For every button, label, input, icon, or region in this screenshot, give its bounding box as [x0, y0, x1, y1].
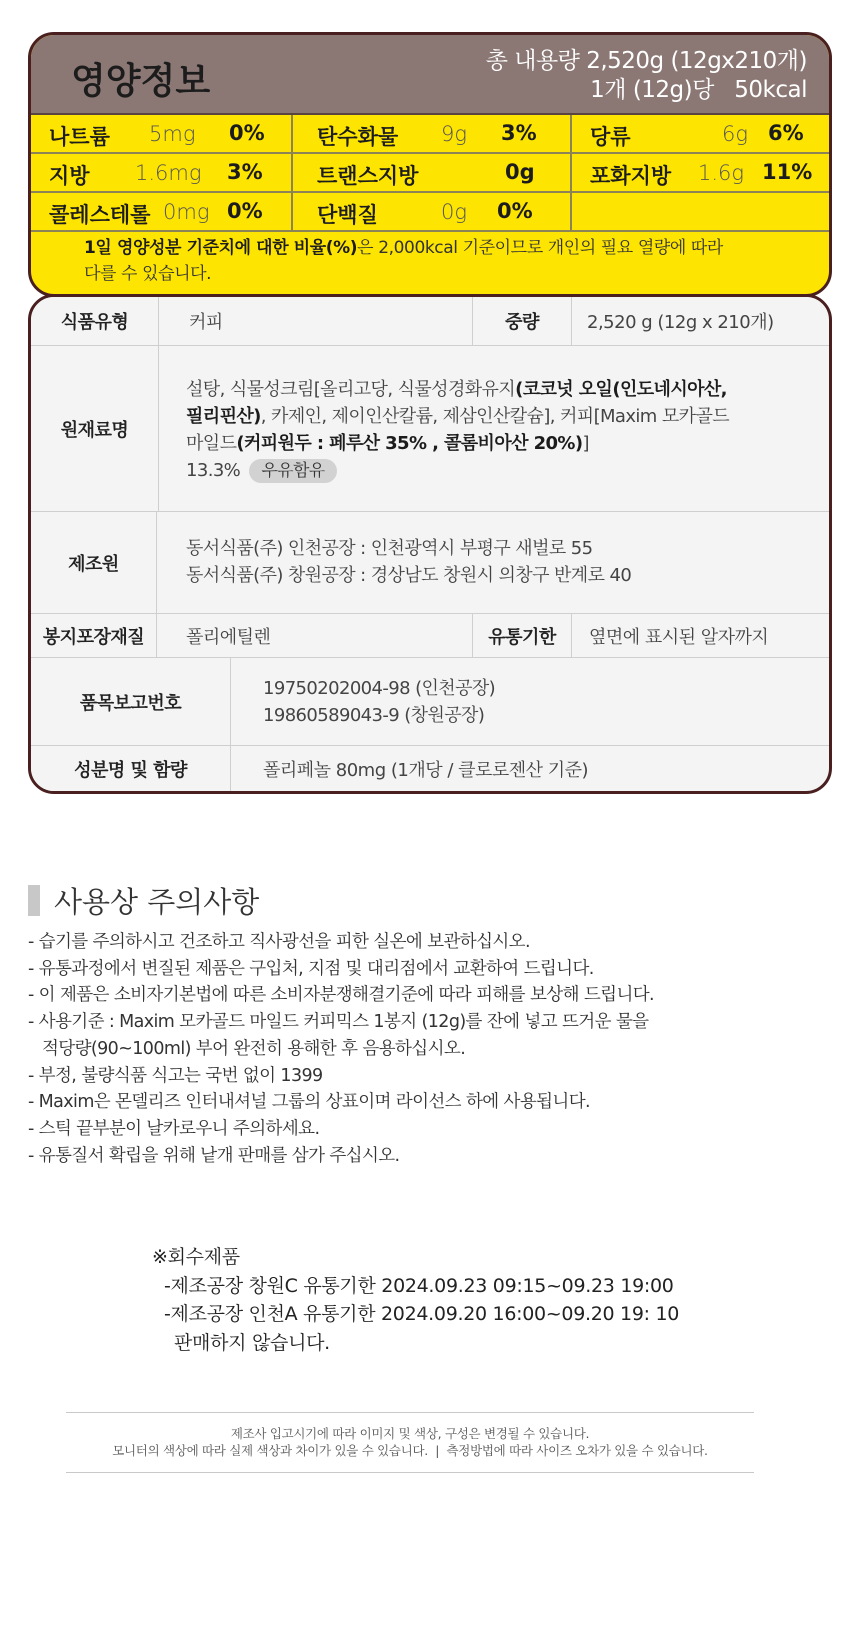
nutrient-name: 포화지방 — [590, 164, 672, 188]
note-rest: 은 2,000kcal 기준이므로 개인의 필요 열량에 따라 — [357, 238, 723, 258]
nutrition-title: 영양정보 — [71, 61, 211, 102]
ingredients-value — [186, 376, 806, 484]
caution-heading — [28, 880, 259, 921]
caution-item-continued: 적당량(90~100ml) 부어 완전히 용해한 후 음용하십시오. — [42, 1038, 466, 1059]
ingredients-bold: (커피원두 : 페루산 35% , 콜롬비아산 20%) — [236, 433, 583, 454]
nutrient-amount: 9g — [441, 122, 467, 146]
report-number-label: 품목보고번호 — [31, 658, 231, 745]
food-type-value: 커피 — [189, 297, 469, 345]
footer-line: 모니터의 색상에 따라 실제 색상과 차이가 있을 수 있습니다. | 측정방법에 따라 사이즈 오차가 있을 수 있습니다. — [112, 1443, 708, 1458]
nutrient-name: 단백질 — [317, 203, 378, 227]
milk-badge: 우유함유 — [249, 459, 336, 483]
nutrient-name: 콜레스테롤 — [49, 203, 151, 227]
caution-item: - 유통과정에서 변질된 제품은 구입처, 지점 및 대리점에서 교환하여 드립니다. — [28, 958, 594, 979]
product-info-table — [28, 294, 832, 794]
nutrient-percent: 0% — [227, 199, 263, 223]
component-label: 성분명 및 함량 — [31, 746, 231, 791]
nutrient-amount: 0g — [441, 200, 467, 224]
total-content: 총 내용량 2,520g (12gx210개) — [485, 48, 807, 74]
caution-item: - Maxim은 몬델리즈 인터내셔널 그룹의 상표이며 라이선스 하에 사용됩니다. — [28, 1092, 591, 1113]
nutrient-name: 지방 — [49, 164, 90, 188]
weight-value: 2,520 g (12g x 210개) — [587, 297, 827, 345]
info-row-packaging — [31, 614, 829, 658]
ingredients-text: , 카제인, 제이인산칼륨, 제삼인산칼슘], 커피[Maxim 모카골드 — [260, 406, 730, 427]
caution-list — [28, 929, 654, 1169]
nutrition-panel — [28, 32, 832, 297]
nutrition-grid — [31, 115, 829, 232]
footer-disclaimer — [0, 1425, 820, 1459]
ingredients-text: 마일드 — [186, 433, 237, 454]
nutrient-percent: 0% — [229, 121, 265, 145]
recall-line: 판매하지 않습니다. — [174, 1331, 330, 1354]
info-row-report-number — [31, 658, 829, 746]
caution-title: 사용상 주의사항 — [54, 885, 260, 919]
nutrient-amount: 5mg — [149, 122, 196, 146]
food-type-label: 식품유형 — [31, 297, 159, 345]
caution-item: - 유통질서 확립을 위해 낱개 판매를 삼가 주십시오. — [28, 1145, 400, 1166]
ingredients-text: ] — [582, 433, 589, 454]
report-number-value — [263, 675, 803, 729]
nutrient-cell — [31, 154, 293, 191]
packaging-label: 봉지포장재질 — [31, 614, 157, 657]
nutrient-percent: 3% — [227, 160, 263, 184]
caution-item: - 이 제품은 소비자기본법에 따른 소비자분쟁해결기준에 따라 피해를 보상해 드립니다. — [28, 985, 655, 1006]
info-row-component — [31, 746, 829, 791]
nutrient-amount: 0mg — [163, 200, 210, 224]
caution-item: - 습기를 주의하시고 건조하고 직사광선을 피한 실온에 보관하십시오. — [28, 932, 530, 952]
expiry-label: 유통기한 — [472, 614, 572, 657]
footer-line: 제조사 입고시기에 따라 이미지 및 색상, 구성은 변경될 수 있습니다. — [230, 1426, 590, 1441]
ingredients-bold: 필리핀산) — [186, 406, 261, 427]
caution-item: - 사용기준 : Maxim 모카골드 마일드 커피믹스 1봉지 (12g)를 잔에 넣고 뜨거운 물을 — [28, 1012, 649, 1033]
nutrient-name: 나트륨 — [49, 125, 110, 149]
nutrient-amount: 1.6mg — [135, 161, 202, 185]
nutrient-percent: 3% — [501, 121, 537, 145]
report-number-line: 19860589043-9 (창원공장) — [263, 705, 485, 726]
nutrient-cell — [31, 115, 293, 152]
nutrient-percent: 6% — [768, 121, 804, 145]
footer-divider-top — [66, 1412, 754, 1413]
nutrition-row — [31, 154, 829, 193]
expiry-value: 옆면에 표시된 알자까지 — [589, 614, 827, 657]
info-row-food-type — [31, 297, 829, 346]
caution-item: - 스틱 끝부분이 날카로우니 주의하세요. — [28, 1118, 320, 1139]
info-row-manufacturer — [31, 512, 829, 614]
footer-divider-bottom — [66, 1472, 754, 1473]
recall-line: -제조공장 창원C 유통기한 2024.09.23 09:15~09.23 19:00 — [164, 1274, 674, 1297]
packaging-value: 폴리에틸렌 — [186, 614, 466, 657]
component-value: 폴리페놀 80mg (1개당 / 클로로젠산 기준) — [263, 746, 803, 791]
per-serving-calories: 1개 (12g)당 50kcal — [590, 77, 807, 103]
nutrient-name: 트랜스지방 — [317, 164, 419, 188]
manufacturer-label: 제조원 — [31, 512, 157, 613]
nutrient-percent: 11% — [762, 160, 813, 184]
ingredients-ratio: 13.3% — [186, 460, 241, 481]
note-line2: 다를 수 있습니다. — [84, 264, 212, 284]
nutrient-cell — [293, 154, 572, 191]
recall-notice — [152, 1243, 679, 1357]
heading-bar — [28, 885, 40, 916]
nutrition-note — [84, 235, 723, 287]
ingredients-label: 원재료명 — [31, 346, 159, 511]
nutrient-percent: 0% — [497, 199, 533, 223]
weight-label: 중량 — [472, 297, 572, 345]
ingredients-bold: (코코넛 오일(인도네시아산, — [515, 379, 727, 400]
note-bold: 1일 영양성분 기준치에 대한 비율(%) — [84, 238, 358, 258]
recall-line: -제조공장 인천A 유통기한 2024.09.20 16:00~09.20 19: 10 — [164, 1303, 680, 1325]
ingredients-text: 설탕, 식물성크림[올리고당, 식물성경화유지 — [186, 379, 516, 400]
caution-item: - 부정, 불량식품 식고는 국번 없이 1399 — [28, 1065, 323, 1086]
nutrient-cell — [293, 193, 572, 230]
info-row-ingredients — [31, 346, 829, 512]
nutrient-cell — [293, 115, 572, 152]
manufacturer-line: 동서식품(주) 인천공장 : 인천광역시 부평구 새벌로 55 — [186, 538, 593, 559]
nutrient-cell-empty — [572, 193, 829, 230]
manufacturer-value — [186, 535, 806, 589]
nutrition-header — [31, 35, 829, 115]
nutrient-cell — [572, 154, 829, 191]
nutrient-cell — [31, 193, 293, 230]
nutrient-name: 당류 — [590, 125, 631, 149]
nutrition-row — [31, 115, 829, 154]
nutrition-row — [31, 193, 829, 232]
nutrient-percent: 0g — [505, 160, 535, 184]
manufacturer-line: 동서식품(주) 창원공장 : 경상남도 창원시 의창구 반계로 40 — [186, 565, 632, 586]
nutrient-amount: 1.6g — [698, 161, 744, 185]
nutrition-total — [486, 47, 807, 105]
nutrient-amount: 6g — [722, 122, 748, 146]
report-number-line: 19750202004-98 (인천공장) — [263, 678, 496, 699]
recall-title: ※회수제품 — [152, 1246, 240, 1268]
nutrient-cell — [572, 115, 829, 152]
nutrient-name: 탄수화물 — [317, 125, 399, 149]
